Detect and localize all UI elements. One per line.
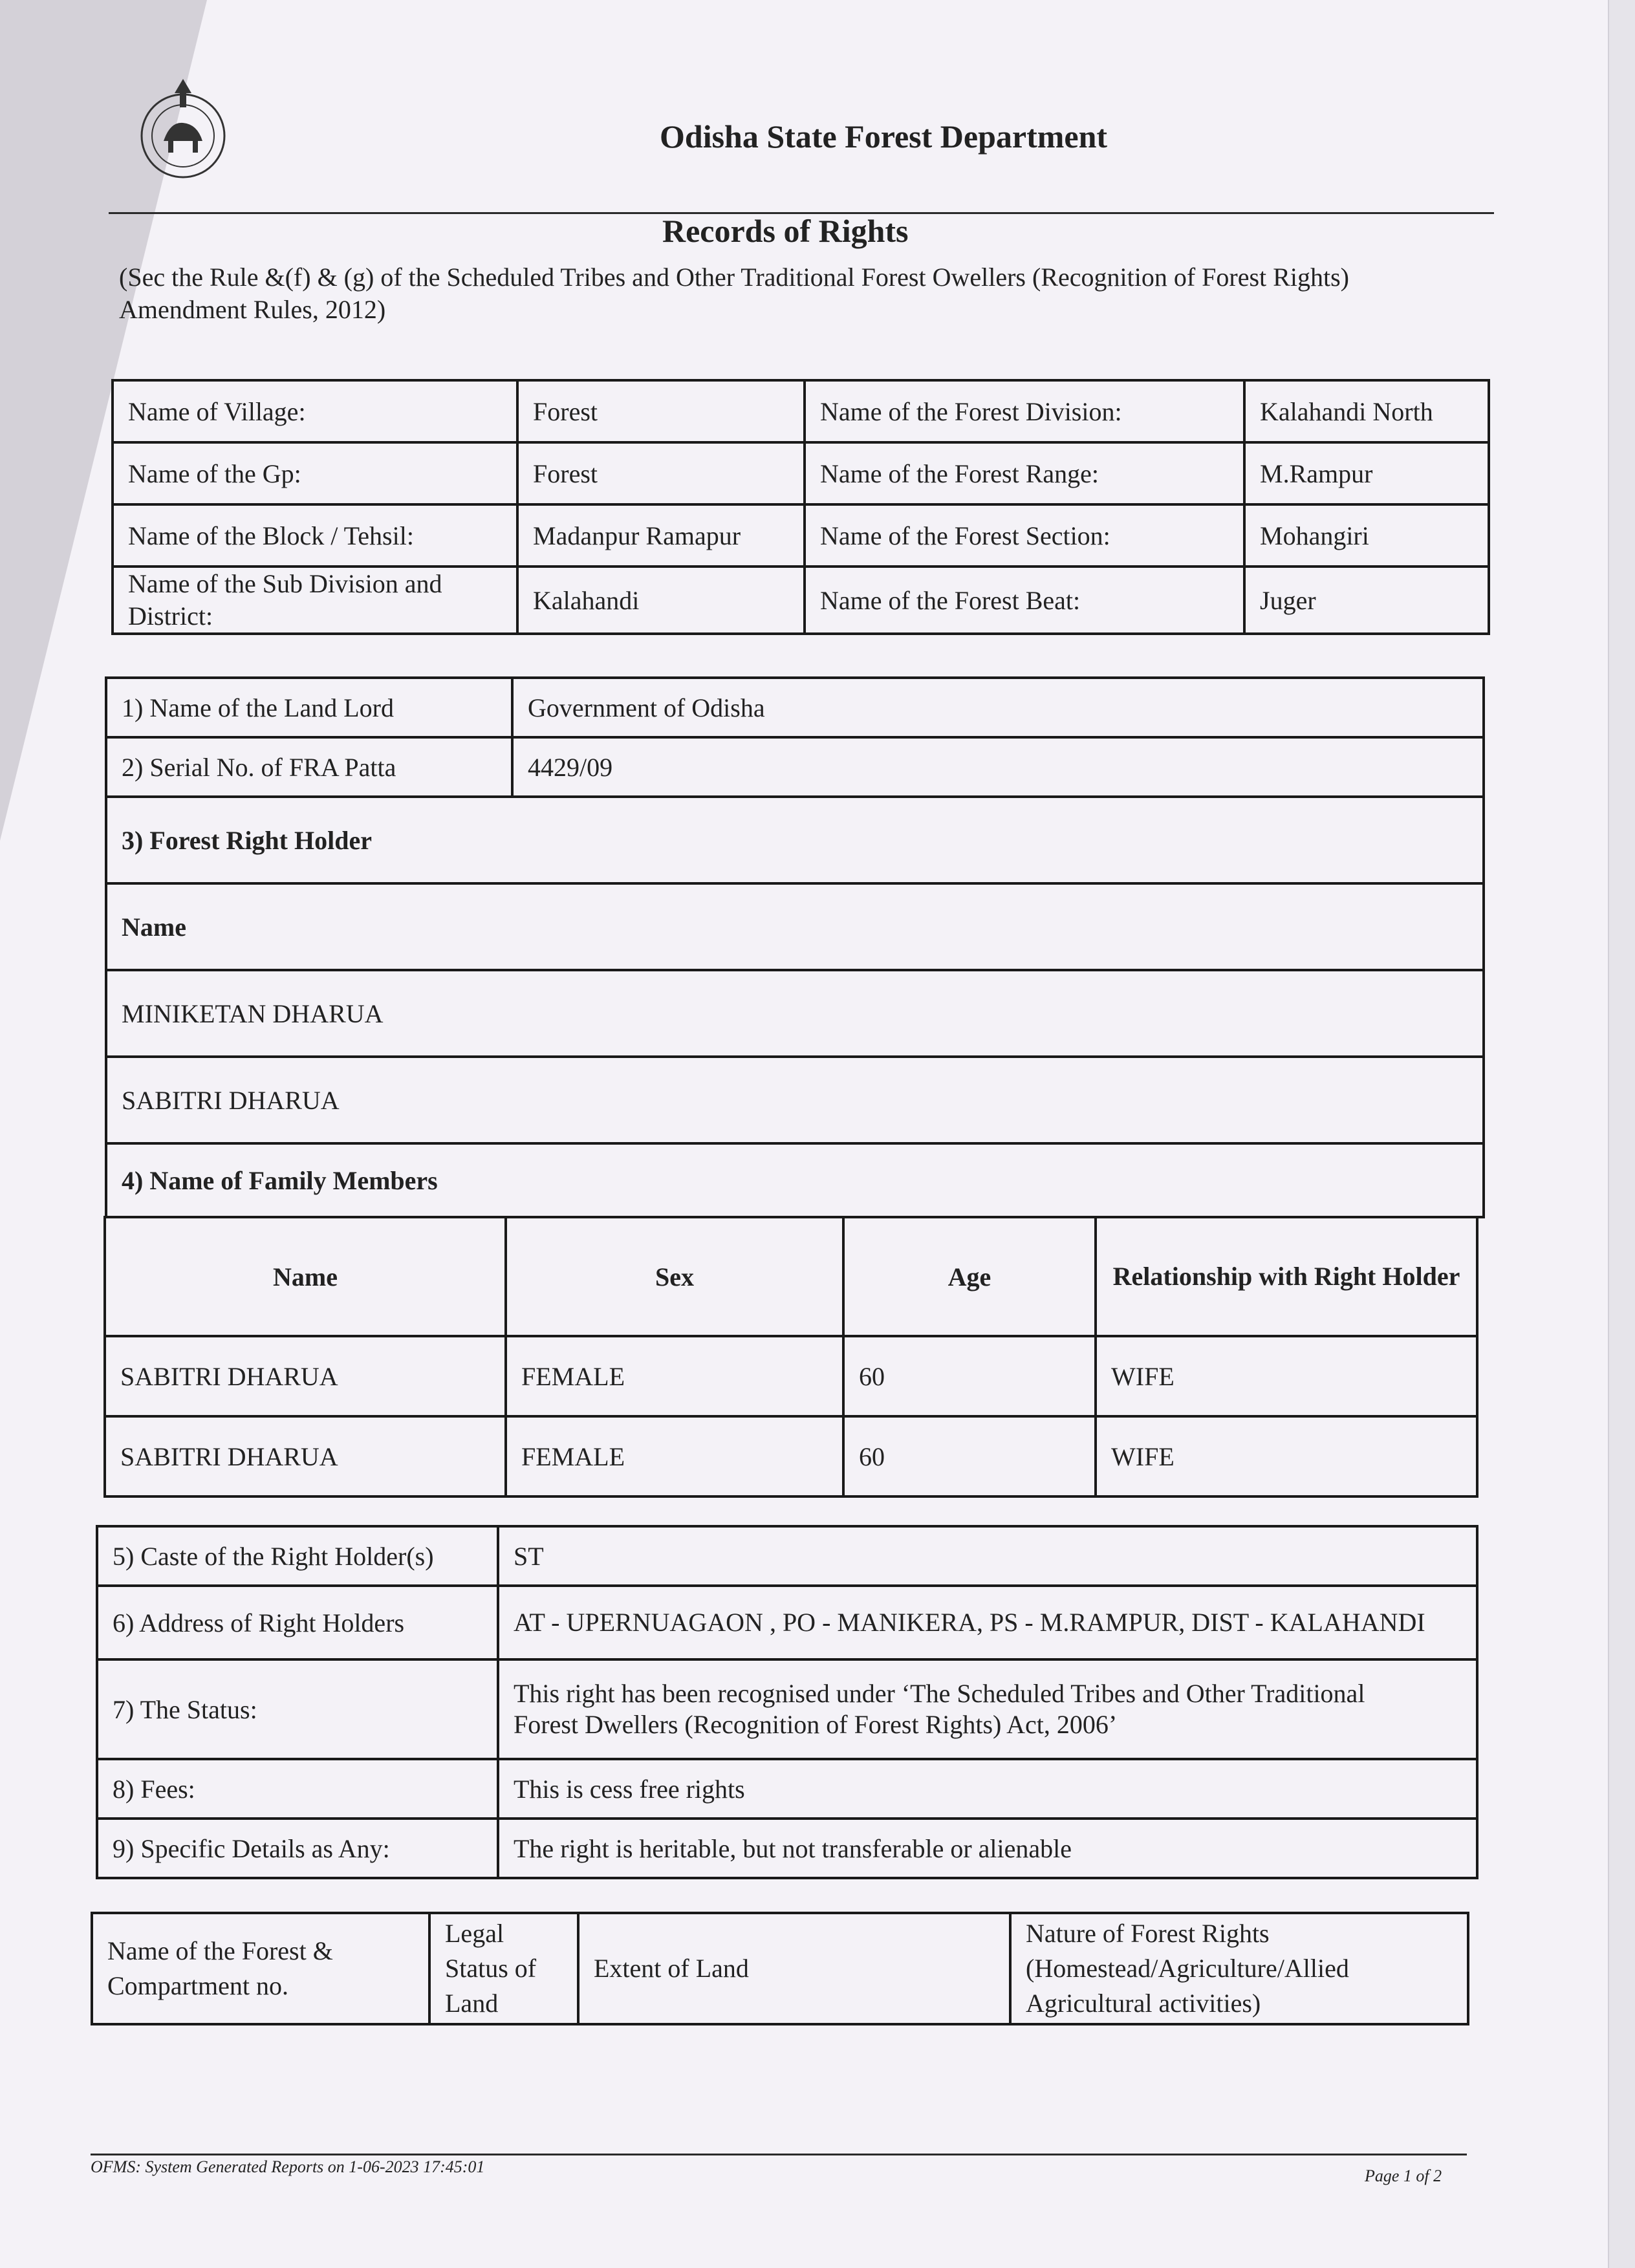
forest-section-value: Mohangiri — [1244, 504, 1489, 567]
table-row — [92, 1913, 1468, 2024]
member-relationship: WIFE — [1096, 1336, 1477, 1416]
table-header-row — [105, 1217, 1477, 1336]
gp-label: Name of the Gp: — [113, 442, 517, 504]
land-lord-label: 1) Name of the Land Lord — [106, 678, 512, 737]
table-row — [97, 1659, 1477, 1759]
table-row — [97, 1586, 1477, 1659]
family-sex-header: Sex — [506, 1217, 843, 1336]
forest-division-label: Name of the Forest Division: — [805, 380, 1244, 442]
holder-name: MINIKETAN DHARUA — [106, 970, 1484, 1057]
table-row — [106, 1057, 1484, 1143]
status-line-2: Forest Dwellers (Recognition of Forest Rights) Act, 2006’ — [514, 1710, 1118, 1739]
page-edge — [1608, 0, 1635, 2268]
table-row — [106, 883, 1484, 970]
land-lord-value: Government of Odisha — [512, 678, 1484, 737]
member-relationship: WIFE — [1096, 1416, 1477, 1496]
member-age: 60 — [843, 1416, 1096, 1496]
village-label: Name of Village: — [113, 380, 517, 442]
generated-note: OFMS: System Generated Reports on 1-06-2023 17:45:01 — [91, 2157, 485, 2176]
address-value: AT - UPERNUAGAON , PO - MANIKERA, PS - M.RAMPUR, DIST - KALAHANDI — [498, 1586, 1477, 1659]
holder-name: SABITRI DHARUA — [106, 1057, 1484, 1143]
sub-division-label: Name of the Sub Division and District: — [113, 567, 517, 634]
records-title: Records of Rights — [662, 213, 909, 249]
nature-label: Nature of Forest Rights (Homestead/Agriculture/Allied Agricultural activities) — [1010, 1913, 1468, 2024]
department-title: Odisha State Forest Department — [660, 118, 1108, 155]
table-row — [106, 1143, 1484, 1217]
details-table — [96, 1525, 1478, 1879]
member-sex: FEMALE — [506, 1336, 843, 1416]
table-row — [105, 1416, 1477, 1496]
table-row — [97, 1526, 1477, 1586]
land-table — [91, 1912, 1469, 2025]
serial-value: 4429/09 — [512, 737, 1484, 797]
family-age-header: Age — [843, 1217, 1096, 1336]
location-table — [111, 379, 1490, 635]
table-row — [106, 797, 1484, 883]
gp-value: Forest — [517, 442, 805, 504]
specific-details-value: The right is heritable, but not transferable or alienable — [498, 1819, 1477, 1878]
address-label: 6) Address of Right Holders — [97, 1586, 498, 1659]
table-row — [106, 970, 1484, 1057]
extent-label: Extent of Land — [578, 1913, 1010, 2024]
member-name: SABITRI DHARUA — [105, 1336, 506, 1416]
family-members-heading: 4) Name of Family Members — [106, 1143, 1484, 1217]
family-name-header: Name — [105, 1217, 506, 1336]
rule-reference: (Sec the Rule &(f) & (g) of the Scheduled Tribes and Other Traditional Forest Owellers (Recognition of Forest Rights) Amendment Rules, 2012) — [119, 263, 1349, 324]
table-row — [113, 442, 1489, 504]
specific-details-label: 9) Specific Details as Any: — [97, 1819, 498, 1878]
table-row — [113, 504, 1489, 567]
table-row — [97, 1819, 1477, 1878]
status-value — [498, 1659, 1477, 1759]
block-value: Madanpur Ramapur — [517, 504, 805, 567]
fees-label: 8) Fees: — [97, 1759, 498, 1819]
status-label: 7) The Status: — [97, 1659, 498, 1759]
member-sex: FEMALE — [506, 1416, 843, 1496]
serial-label: 2) Serial No. of FRA Patta — [106, 737, 512, 797]
legal-status-label: Legal Status of Land — [429, 1913, 578, 2024]
family-table — [103, 1216, 1478, 1498]
holder-name-heading: Name — [106, 883, 1484, 970]
forest-division-value: Kalahandi North — [1244, 380, 1489, 442]
forest-beat-label: Name of the Forest Beat: — [805, 567, 1244, 634]
page-number: Page 1 of 2 — [1365, 2166, 1442, 2185]
member-age: 60 — [843, 1336, 1096, 1416]
status-line-1: This right has been recognised under ‘The Scheduled Tribes and Other Traditional — [514, 1679, 1365, 1708]
block-label: Name of the Block / Tehsil: — [113, 504, 517, 567]
footer-divider — [91, 2154, 1467, 2155]
forest-beat-value: Juger — [1244, 567, 1489, 634]
forest-right-holder-heading: 3) Forest Right Holder — [106, 797, 1484, 883]
sub-division-value: Kalahandi — [517, 567, 805, 634]
table-row — [105, 1336, 1477, 1416]
record-table — [105, 676, 1485, 1218]
forest-range-label: Name of the Forest Range: — [805, 442, 1244, 504]
member-name: SABITRI DHARUA — [105, 1416, 506, 1496]
table-row — [113, 380, 1489, 442]
table-row — [106, 678, 1484, 737]
caste-value: ST — [498, 1526, 1477, 1586]
village-value: Forest — [517, 380, 805, 442]
forest-range-value: M.Rampur — [1244, 442, 1489, 504]
forest-compartment-label: Name of the Forest & Compartment no. — [92, 1913, 429, 2024]
fees-value: This is cess free rights — [498, 1759, 1477, 1819]
table-row — [113, 567, 1489, 634]
table-row — [97, 1759, 1477, 1819]
table-row — [106, 737, 1484, 797]
odisha-emblem-icon — [135, 71, 232, 181]
forest-section-label: Name of the Forest Section: — [805, 504, 1244, 567]
caste-label: 5) Caste of the Right Holder(s) — [97, 1526, 498, 1586]
family-relationship-header: Relationship with Right Holder — [1096, 1217, 1477, 1336]
